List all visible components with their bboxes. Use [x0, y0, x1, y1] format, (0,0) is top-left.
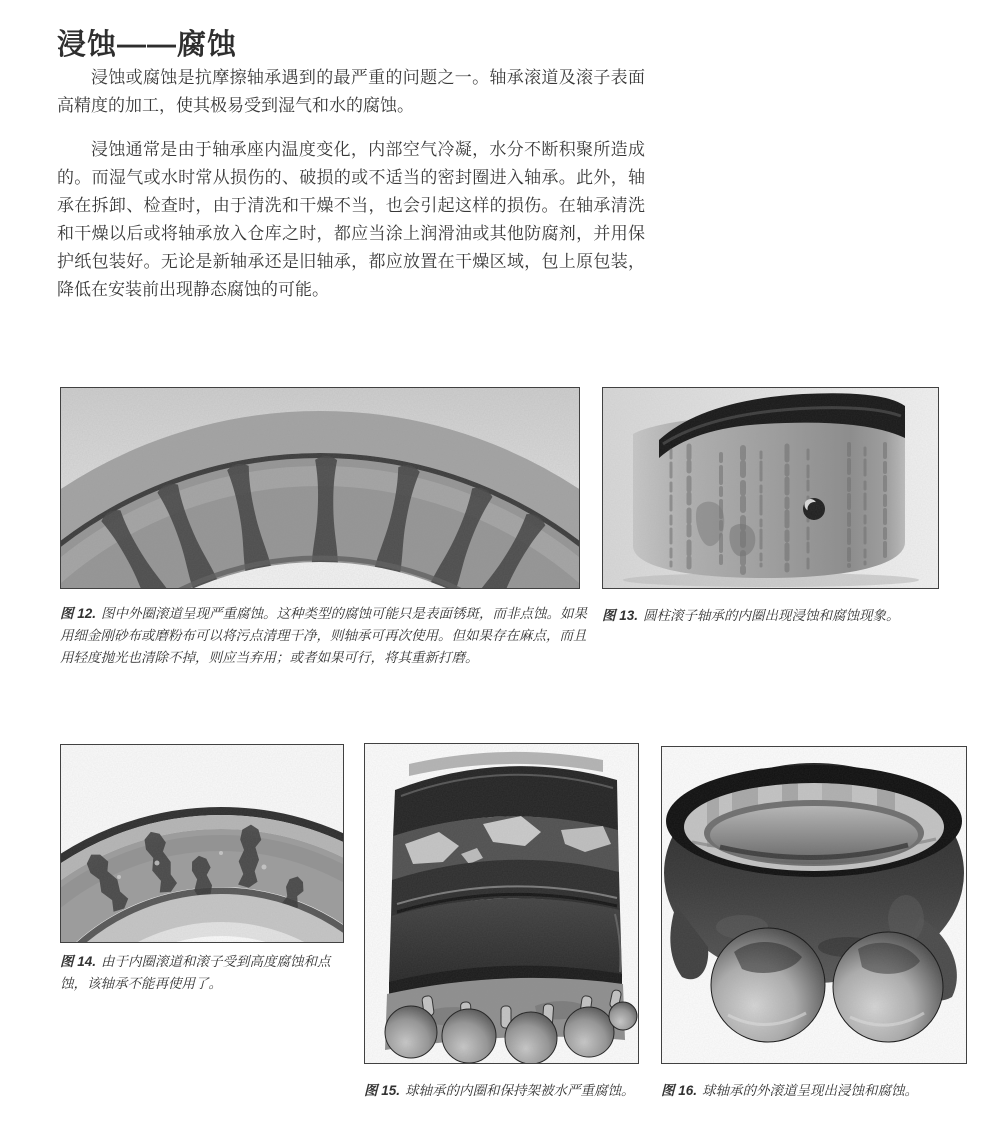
- figure-14-caption: [60, 951, 355, 995]
- figure-15-label: 图 15.: [364, 1083, 401, 1098]
- figure-12-label: 图 12.: [60, 606, 97, 621]
- figure-15-caption-text: 球轴承的内圈和保持架被水严重腐蚀。: [405, 1083, 635, 1098]
- figure-16-photo: [661, 746, 967, 1064]
- figure-14-caption-text: 由于内圈滚道和滚子受到高度腐蚀和点蚀，该轴承不能再使用了。: [60, 954, 331, 991]
- page-title: 浸蚀——腐蚀: [57, 29, 238, 61]
- paragraph-intro: 浸蚀或腐蚀是抗摩擦轴承遇到的最严重的问题之一。轴承滚道及滚子表面高精度的加工，使其极易受到湿气和水的腐蚀。: [57, 68, 645, 115]
- figure-15-caption: [364, 1080, 654, 1102]
- figure-15-photo: [364, 743, 639, 1064]
- figure-16-label: 图 16.: [661, 1083, 698, 1098]
- figure-13-label: 图 13.: [602, 608, 639, 623]
- paragraph-cause-prevention: 浸蚀通常是由于轴承座内温度变化，内部空气冷凝，水分不断积聚所造成的。而湿气或水时常从损伤的、破损的或不适当的密封圈进入轴承。此外，轴承在拆卸、检查时，由于清洗和干燥不当，也会引起这样的损伤。在轴承清洗和干燥以后或将轴承放入仓库之时，都应当涂上润滑油或其他防腐剂，并用保护纸包装好。无论是新轴承还是旧轴承，都应放置在干燥区域，包上原包装，降低在安装前出现静态腐蚀的可能。: [57, 140, 645, 299]
- figure-15-illustration: [365, 744, 638, 1063]
- figure-12-caption: [60, 603, 593, 669]
- figure-12-caption-text: 图中外圈滚道呈现严重腐蚀。这种类型的腐蚀可能只是表面锈斑，而非点蚀。如果用细金刚砂布或磨粉布可以将污点清理干净，则轴承可再次使用。但如果存在麻点，而且用轻度抛光也清除不掉，则应当弃用；或者如果可行，将其重新打磨。: [60, 606, 588, 665]
- figure-12-illustration: [61, 388, 579, 588]
- figure-14-illustration: [61, 745, 343, 942]
- figure-12-photo: [60, 387, 580, 589]
- figure-16-illustration: [662, 747, 966, 1063]
- figure-13-caption: [602, 605, 937, 627]
- figure-16-caption: [661, 1080, 965, 1102]
- figure-13-illustration: [603, 388, 938, 588]
- figure-14-photo: [60, 744, 344, 943]
- figure-13-caption-text: 圆柱滚子轴承的内圈出现浸蚀和腐蚀现象。: [643, 608, 900, 623]
- figure-16-caption-text: 球轴承的外滚道呈现出浸蚀和腐蚀。: [702, 1083, 919, 1098]
- figure-14-label: 图 14.: [60, 954, 97, 969]
- figure-13-photo: [602, 387, 939, 589]
